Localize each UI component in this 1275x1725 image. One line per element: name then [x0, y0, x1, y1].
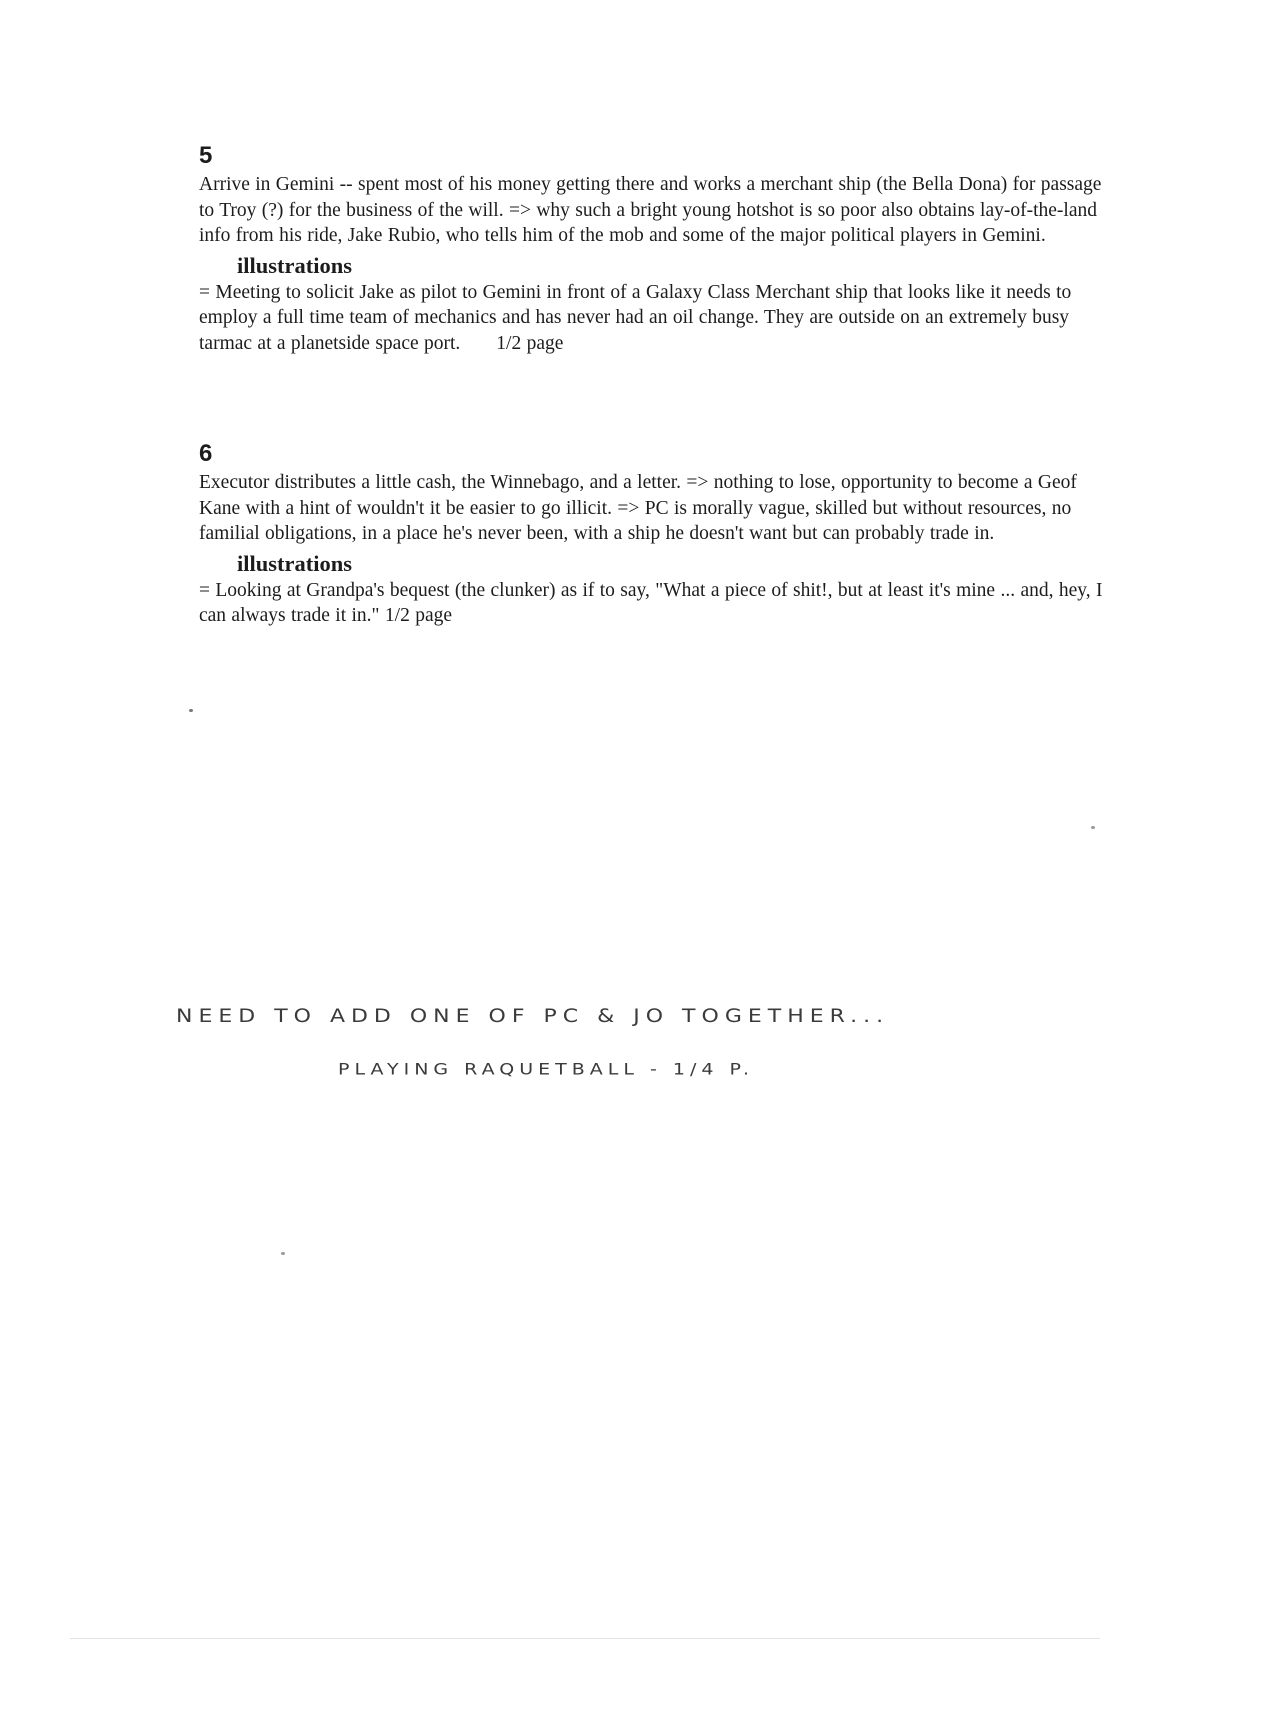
- illustrations-heading: illustrations: [237, 550, 353, 576]
- scan-speck: [281, 1252, 285, 1255]
- scan-speck: [1091, 826, 1095, 829]
- section-6: [199, 440, 1119, 629]
- section-body: Arrive in Gemini -- spent most of his money getting there and works a merchant ship (the Bella Dona) for passage to Troy (?) for the business of the will. => why such a bright young hotshot is so poor also obtains lay-of-the-land info from his ride, Jake Rubio, who tells him of the mob and some of the major political players in Gemini.: [199, 174, 1102, 246]
- scan-speck: [189, 709, 193, 712]
- illustration-text: = Meeting to solicit Jake as pilot to Gemini in front of a Galaxy Class Merchant ship that looks like it needs to employ a full time team of mechanics and has never had an oil change. They are outside on an extremely busy tarmac at a planetside space port.: [199, 281, 1072, 354]
- illustrations-heading: illustrations: [237, 252, 353, 278]
- section-number: 5: [199, 142, 213, 169]
- illustration-description: [199, 280, 1119, 357]
- handwritten-note-line-2: PLAYING RAQUETBALL - 1/4 P.: [338, 1060, 755, 1079]
- page-size-label: 1/2 page: [384, 605, 453, 626]
- illustration-text: = Looking at Grandpa's bequest (the clunker) as if to say, "What a piece of shit!, but at least it's mine ... and, hey, I can always trade it in.": [199, 579, 1103, 626]
- scan-edge-line: [70, 1638, 1100, 1639]
- page-size-label: 1/2 page: [496, 332, 564, 354]
- section-body: Executor distributes a little cash, the Winnebago, and a letter. => nothing to lose, opportunity to become a Geof Kane with a hint of wouldn't it be easier to go illicit. => PC is morally vague, skilled but without resources, no familial obligations, in a place he's never been, with a ship he doesn't want but can probably trade in.: [199, 472, 1077, 544]
- section-number: 6: [199, 440, 213, 467]
- section-5: [199, 142, 1119, 356]
- handwritten-note-line-1: NEED TO ADD ONE OF PC & JO TOGETHER...: [176, 1006, 890, 1028]
- illustration-description: [199, 578, 1119, 629]
